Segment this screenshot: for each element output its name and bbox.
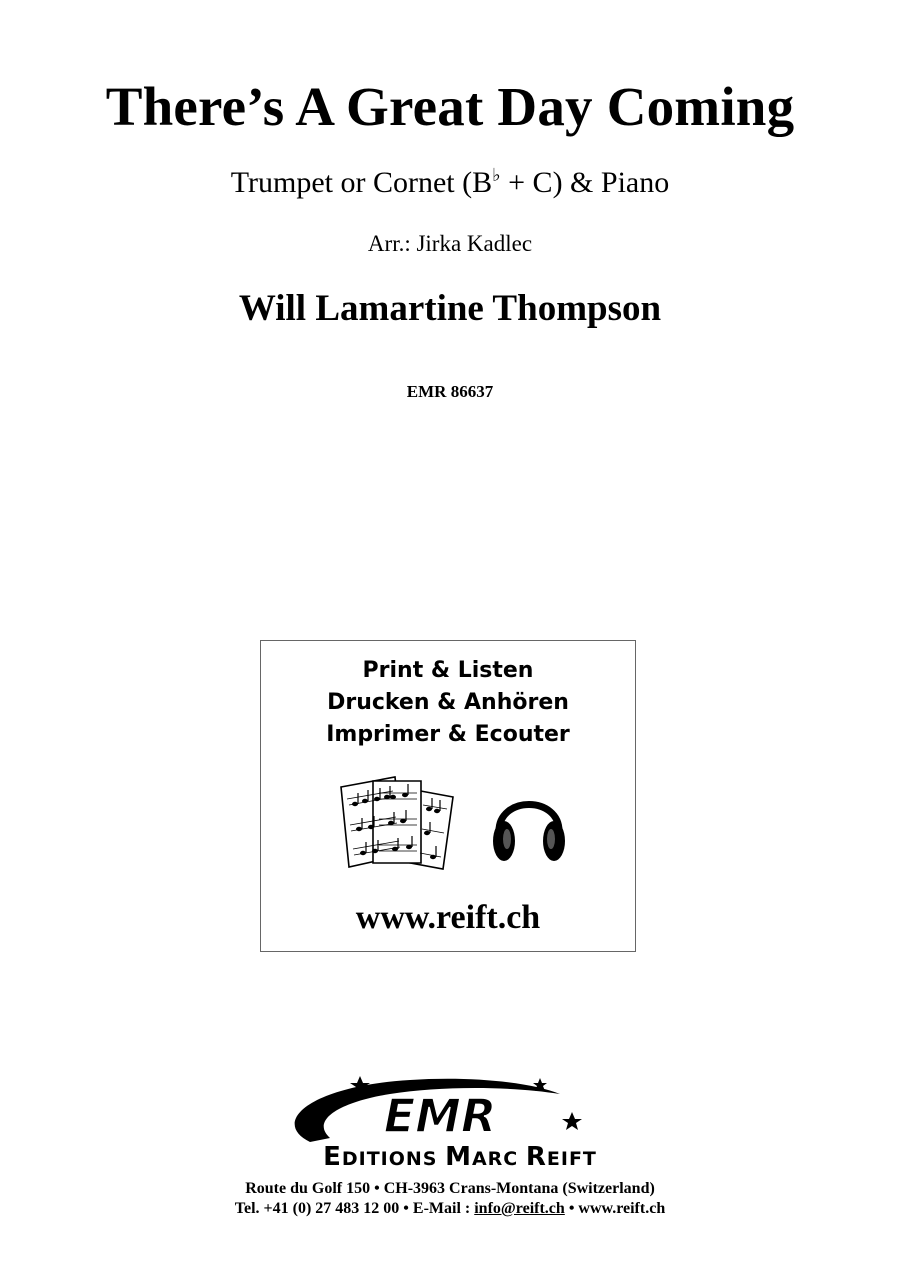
publisher-name-initial-r: R [525, 1142, 547, 1172]
instrumentation-prefix: Trumpet or Cornet (B [230, 166, 493, 199]
print-listen-box [260, 640, 636, 952]
instrumentation-suffix: + C) & Piano [500, 166, 670, 199]
publisher-name [240, 1142, 680, 1172]
score-title: There’s A Great Day Coming [105, 76, 795, 137]
catalog-code: EMR 86637 [406, 382, 494, 401]
headphones-icon [489, 781, 569, 871]
promo-line-fr: Imprimer & Ecouter [326, 722, 570, 747]
promo-lines [261, 655, 635, 751]
composer: Will Lamartine Thompson [238, 288, 662, 329]
promo-line-de: Drucken & Anhören [327, 690, 569, 715]
instrumentation [0, 166, 900, 200]
publisher-name-initial-e: E [323, 1142, 342, 1172]
logo-text: EMR [383, 1089, 497, 1143]
publisher-name-word1: DITIONS [341, 1148, 446, 1170]
promo-url[interactable]: www.reift.ch [355, 899, 541, 936]
promo-icons [261, 775, 635, 875]
arranger: Arr.: Jirka Kadlec [367, 231, 533, 256]
publisher-web[interactable]: • www.reift.ch [564, 1200, 666, 1217]
publisher-address: Route du Golf 150 • CH-3963 Crans-Montana (Switzerland) [245, 1180, 655, 1197]
publisher-tel: Tel. +41 (0) 27 483 12 00 • E-Mail : [234, 1200, 475, 1217]
sheet-music-icon [333, 775, 473, 875]
publisher-email-link[interactable]: info@reift.ch [474, 1200, 565, 1217]
publisher-name-initial-m: M [445, 1142, 472, 1172]
flat-sign: ♭ [492, 165, 501, 185]
publisher-contact [0, 1200, 900, 1218]
publisher-logo [240, 1072, 680, 1172]
publisher-name-word3: EIFT [546, 1148, 597, 1170]
publisher-name-word2: ARC [471, 1148, 526, 1170]
promo-line-en: Print & Listen [362, 658, 534, 683]
